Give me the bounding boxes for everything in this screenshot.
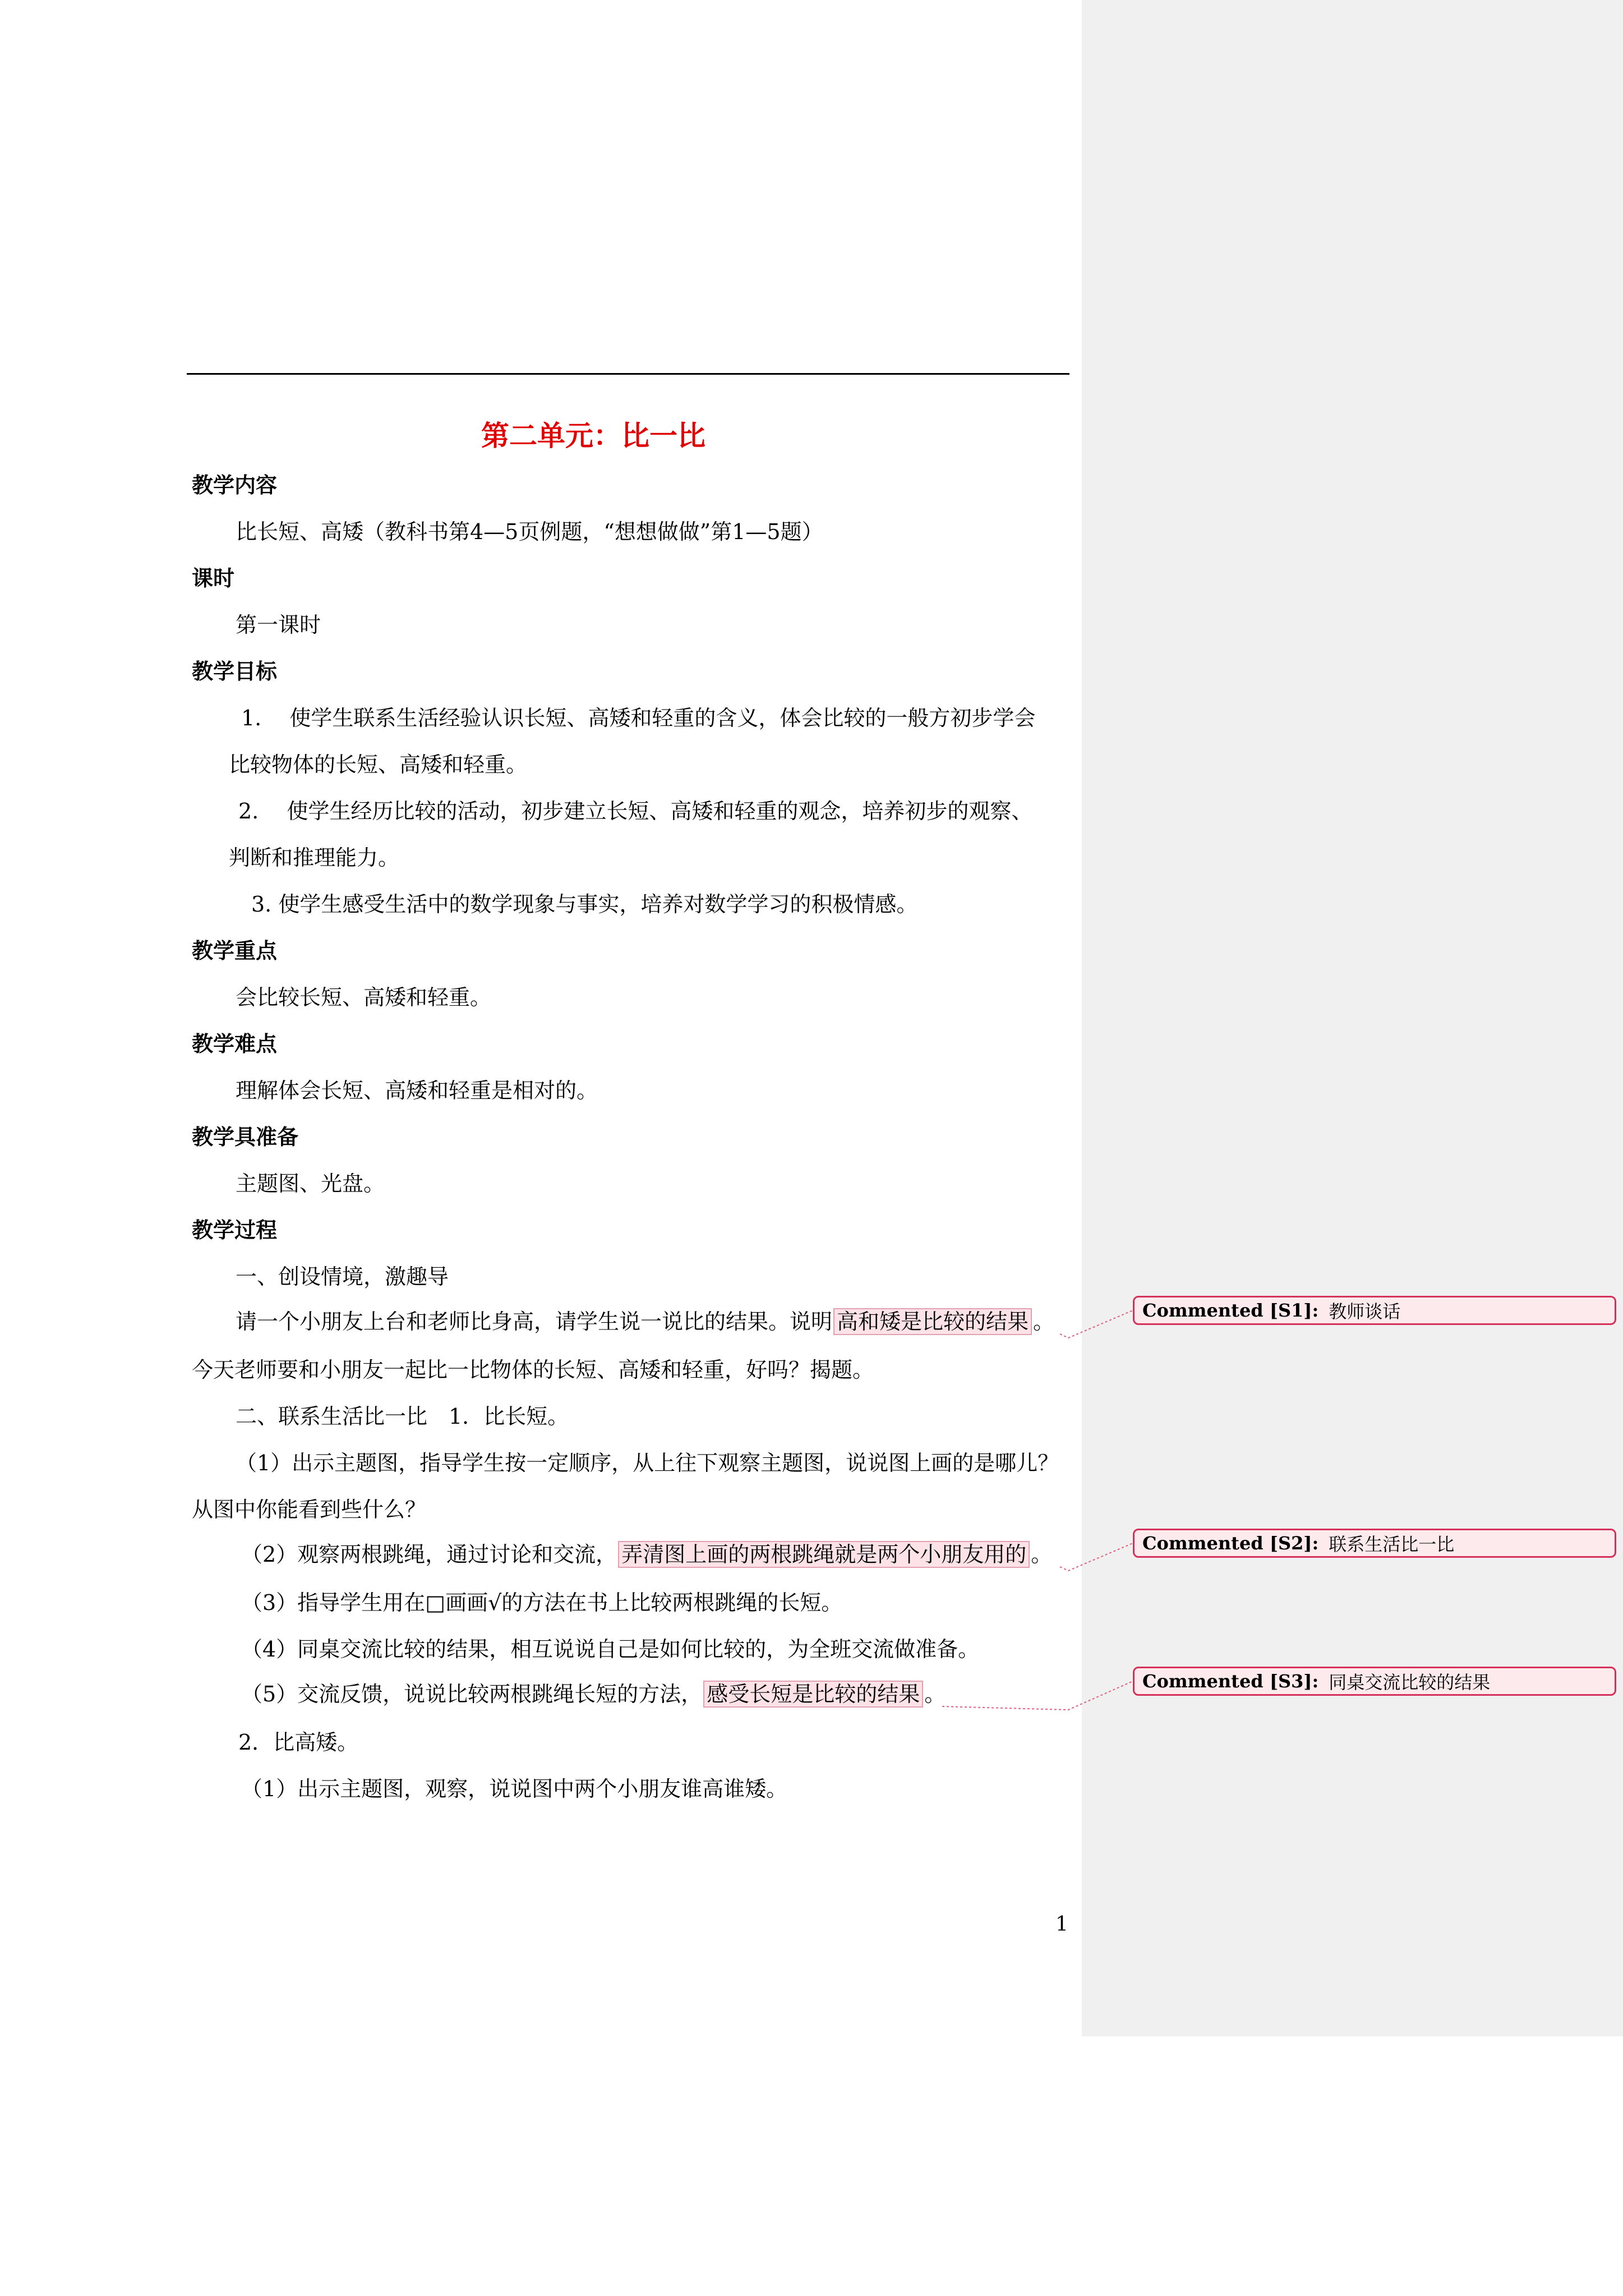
heading-period: 课时 <box>192 565 235 591</box>
comment-tag: Commented [S2]: <box>1142 1533 1319 1554</box>
paragraph: 主题图、光盘。 <box>236 1171 385 1196</box>
paragraph: （1）出示主题图，指导学生按一定顺序，从上往下观察主题图，说说图上画的是哪儿？ <box>236 1451 1059 1475</box>
text: 。 <box>1033 1309 1055 1334</box>
heading-content: 教学内容 <box>192 472 278 498</box>
paragraph: 第一课时 <box>236 613 321 637</box>
text: （2）观察两根跳绳，通过讨论和交流， <box>241 1542 617 1567</box>
comment-text: 同桌交流比较的结果 <box>1329 1672 1491 1693</box>
paragraph: 判断和推理能力。 <box>229 845 400 870</box>
heading-difficulty: 教学难点 <box>192 1031 278 1056</box>
comment-anchor-1[interactable]: 高和矮是比较的结果 <box>833 1308 1032 1335</box>
header-rule <box>187 373 1069 375</box>
paragraph: 理解体会长短、高矮和轻重是相对的。 <box>236 1078 598 1103</box>
paragraph: （3）指导学生用在□画画√的方法在书上比较两根跳绳的长短。 <box>241 1590 843 1615</box>
paragraph: 比长短、高矮（教科书第4—5页例题，“想想做做”第1—5题） <box>236 519 823 544</box>
text: （5）交流反馈，说说比较两根跳绳长短的方法， <box>241 1682 703 1706</box>
paragraph: 从图中你能看到些什么？ <box>192 1497 427 1522</box>
heading-materials: 教学具准备 <box>192 1124 299 1149</box>
heading-goals: 教学目标 <box>192 659 278 684</box>
comment-text: 教师谈话 <box>1329 1301 1401 1322</box>
paragraph: （1）出示主题图，观察，说说图中两个小朋友谁高谁矮。 <box>241 1777 788 1801</box>
paragraph-with-comment-3 <box>241 1683 946 1705</box>
text: 请一个小朋友上台和老师比身高，请学生说一说比的结果。说明 <box>236 1309 833 1334</box>
heading-key-point: 教学重点 <box>192 938 278 963</box>
paragraph-with-comment-2 <box>241 1544 1052 1565</box>
comment-tag: Commented [S3]: <box>1142 1671 1319 1692</box>
comment-anchor-3[interactable]: 感受长短是比较的结果 <box>703 1681 923 1708</box>
paragraph: （4）同桌交流比较的结果，相互说说自己是如何比较的，为全班交流做准备。 <box>241 1637 980 1662</box>
comment-box-s2[interactable] <box>1133 1529 1616 1558</box>
paragraph: 一、创设情境，激趣导 <box>236 1264 449 1289</box>
paragraph-with-comment-1 <box>236 1311 1054 1332</box>
paragraph: 比较物体的长短、高矮和轻重。 <box>229 752 528 777</box>
paragraph: 1. 使学生联系生活经验认识长短、高矮和轻重的含义，体会比较的一般方初步学会 <box>241 706 1036 730</box>
comment-anchor-2[interactable]: 弄清图上画的两根跳绳就是两个小朋友用的 <box>618 1541 1030 1568</box>
comment-text: 联系生活比一比 <box>1329 1534 1455 1555</box>
comment-box-s3[interactable] <box>1133 1667 1616 1696</box>
heading-process: 教学过程 <box>192 1217 278 1243</box>
comment-tag: Commented [S1]: <box>1142 1300 1319 1321</box>
comment-pane <box>1082 0 1623 2036</box>
page-number: 1 <box>1055 1913 1068 1936</box>
text: 。 <box>924 1682 946 1706</box>
paragraph: 3. 使学生感受生活中的数学现象与事实，培养对数学学习的积极情感。 <box>251 892 918 917</box>
paragraph: 2. 使学生经历比较的活动，初步建立长短、高矮和轻重的观念，培养初步的观察、 <box>238 799 1033 823</box>
paragraph: 2．比高矮。 <box>238 1730 359 1755</box>
text: 。 <box>1031 1542 1053 1567</box>
paragraph: 今天老师要和小朋友一起比一比物体的长短、高矮和轻重，好吗？揭题。 <box>192 1358 874 1382</box>
paragraph: 二、联系生活比一比 1．比长短。 <box>236 1404 569 1429</box>
document-title: 第二单元：比一比 <box>481 419 706 452</box>
comment-box-s1[interactable] <box>1133 1296 1616 1325</box>
paragraph: 会比较长短、高矮和轻重。 <box>236 985 492 1010</box>
